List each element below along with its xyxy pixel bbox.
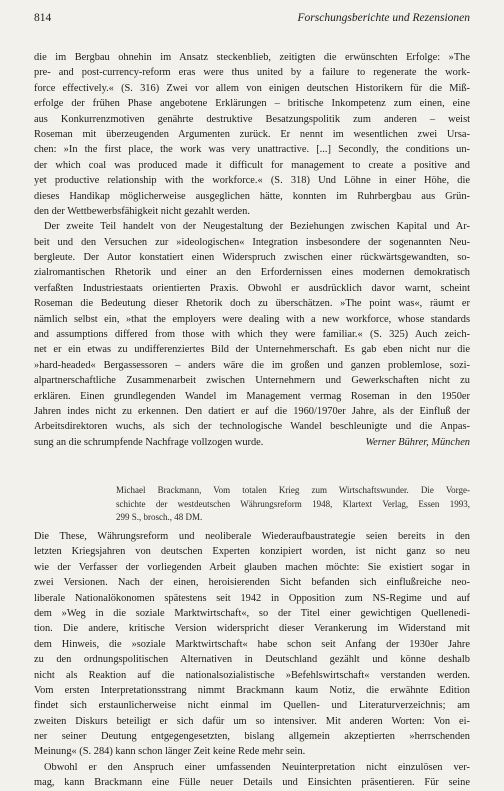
- text-line: zwei Versionen. Nach der einen, heroisierenden Sicht befanden sich einflußreiche neo-: [34, 577, 470, 589]
- text-line: Die These, Währungsreform und neoliberale Wiederaufbaustrategie seien bereits in den: [34, 531, 470, 542]
- bibliographic-entry: [116, 484, 470, 525]
- text-line: Roseman die Bedeutung dieser Rhetorik doch zu überschätzen. »The point was«, räumt er: [34, 298, 470, 310]
- text-line: net er ein etwas zu undifferenziertes Bild der Unternehmerschaft. Es gab eben nicht nur die: [34, 344, 470, 356]
- text-line: Vom ersten Interpretationsstrang nimmt Brackmann kaum Notiz, die erwähnte Edition: [34, 684, 470, 696]
- text-line: erfolge der frühen Phase angebotene Erklärungen – britische Inkompetenz zum einen, eine: [34, 98, 470, 110]
- text-line: pre- and post-currency-reform eras were thus united by a failure to regenerate the work-: [34, 67, 470, 79]
- text-line: alpartnerschaftliche Zusammenarbeit zwischen Unternehmern und Gewerkschaften nicht zu: [34, 375, 470, 387]
- text-line: Der zweite Teil handelt von der Neugestaltung der Beziehungen zwischen Kapital und Ar-: [44, 221, 470, 233]
- text-line: letzten Kriegsjahren von deutschen Experten konzipiert worden, ist nicht ganz so neu: [34, 546, 470, 558]
- text-line: beit und den Versuchen zur »ideologischen« Integration insbesondere der sogenannten Neu-: [34, 236, 470, 248]
- text-line: dem »Weg in die soziale Marktwirtschaft«, so der Titel einer gewichtigen Quellenedi-: [34, 607, 470, 619]
- bib-line: Michael Brackmann, Vom totalen Krieg zum Wirtschaftswunder. Die Vorge-: [116, 485, 470, 495]
- text-line: der which coal was produced made it difficult for management to create a positive and: [34, 159, 470, 171]
- text-line: die im Bergbau ohnehin im Ansatz steckenblieb, zeitigten die erwünschten Erfolge: »The: [34, 52, 470, 63]
- text-line: zweiten Diskurs beteiligt er sich dafür um so intensiver. Mit anderen Worten: Von ei-: [34, 715, 470, 727]
- text-line: bergleute. Der Autor konstatiert einen Widerspruch zwischen einer rückwärtsgewandten, so-: [34, 252, 470, 264]
- running-head: Forschungsberichte und Rezensionen: [297, 12, 470, 24]
- text-line: chen: »In the first place, the work was very unattractive. [...] Secondly, the conditions un-: [34, 144, 470, 156]
- text-line: Roseman mit überzeugenden Argumenten zurück. Er nennt im wesentlichen zwei Ursa-: [34, 128, 470, 140]
- text-line: Jahren indes nicht zu erkennen. Den datiert er auf die 1960/1970er Jahre, als der Einfluß der: [34, 405, 470, 417]
- text-line: wie der Verfasser der vorliegenden Arbeit glauben machen möchte: Sie existiert sogar in: [34, 561, 470, 573]
- review-text-1: [34, 50, 470, 450]
- reviewer-signature: Werner Bührer, München: [365, 436, 470, 448]
- text-line: verfaßten Industriestaats orientierten Praxis. Obwohl er ausdrücklich davor warnt, scheint: [34, 282, 470, 294]
- text-line: Arbeitsdirektoren wuchs, als sich der technologische Wandel beschleunigte und die Anpas-: [34, 421, 470, 433]
- text-line: yet productive relationship with the workforce.« (S. 318) Und Löhne in einer Höhe, die: [34, 175, 470, 187]
- text-line: findet sich erstaunlicherweise nicht einmal im Quellen- und Literaturverzeichnis; am: [34, 700, 470, 712]
- text-line: nämlich selbst ein, »that the employers were dealing with a new workforce, whose standards: [34, 313, 470, 325]
- text-line: dem Hinweis, die »soziale Marktwirtschaft« habe schon seit Anfang der 1930er Jahre: [34, 638, 470, 650]
- text-line: zialromantischen Rhetorik und einer an den Erfordernissen eines modernen demokratisch: [34, 267, 470, 279]
- text-line: erklären. Einen grundlegenden Wandel im Management vermag Roseman in den 1950er: [34, 390, 470, 402]
- text-line: tion. Die andere, kritische Version widerspricht dieser Verankerung im Widerstand mit: [34, 623, 470, 635]
- text-line: nicht als Reaktion auf die nationalsozialistische »Befehlswirtschaft« verstanden werden.: [34, 669, 470, 681]
- text-line: Meinung« (S. 284) kann schon länger Zeit keine Rede mehr sein.: [34, 746, 306, 758]
- text-line: ner seiner Deutung entgegengesetzten, bislang allgemein akzeptierten »herrschenden: [34, 731, 470, 743]
- bib-line: schichte der westdeutschen Währungsreform 1948, Klartext Verlag, Essen 1993,: [116, 498, 470, 509]
- review-text-2: [34, 529, 470, 791]
- signature-line: [34, 435, 470, 450]
- text-line: and assumptions differed from those with which they were familiar.« (S. 325) Auch zeich-: [34, 329, 470, 341]
- text-line: Obwohl er den Anspruch einer umfassenden Neuinterpretation nicht einzulösen ver-: [44, 761, 470, 773]
- text-line: sung an die schrumpfende Nachfrage vollzogen wurde.: [34, 436, 264, 448]
- text-line: liberale Nationalökonomen spätestens seit 1942 in Opposition zum NS-Regime und auf: [34, 592, 470, 604]
- text-line: »hard-headed« Bergassessoren – anders wäre die im großen und ganzen problemlose, sozi-: [34, 359, 470, 371]
- page-header: [34, 10, 470, 28]
- text-line: den der Wettbewerbsfähigkeit nicht gezahlt werden.: [34, 205, 250, 217]
- text-line: zu den ordnungspolitischen Alternativen in Deutschland gezählt und könne deshalb: [34, 654, 470, 666]
- text-line: mag, kann Brackmann eine Fülle neuer Details und Einsichten präsentieren. Für seine: [34, 777, 470, 789]
- bib-line: 299 S., brosch., 48 DM.: [116, 512, 203, 523]
- text-line: force effectively.« (S. 316) Zwei vor allem von einigen deutschen Historikern für die Miß-: [34, 82, 470, 94]
- page-number: 814: [34, 12, 52, 24]
- text-line: dieses Handikap möglicherweise ausgeglichen hätte, konnten im Ruhrbergbau aus Grün-: [34, 190, 470, 202]
- text-line: aus Konkurrenzmotiven genährte destruktive Besatzungspolitik zum anderen – weist: [34, 113, 470, 125]
